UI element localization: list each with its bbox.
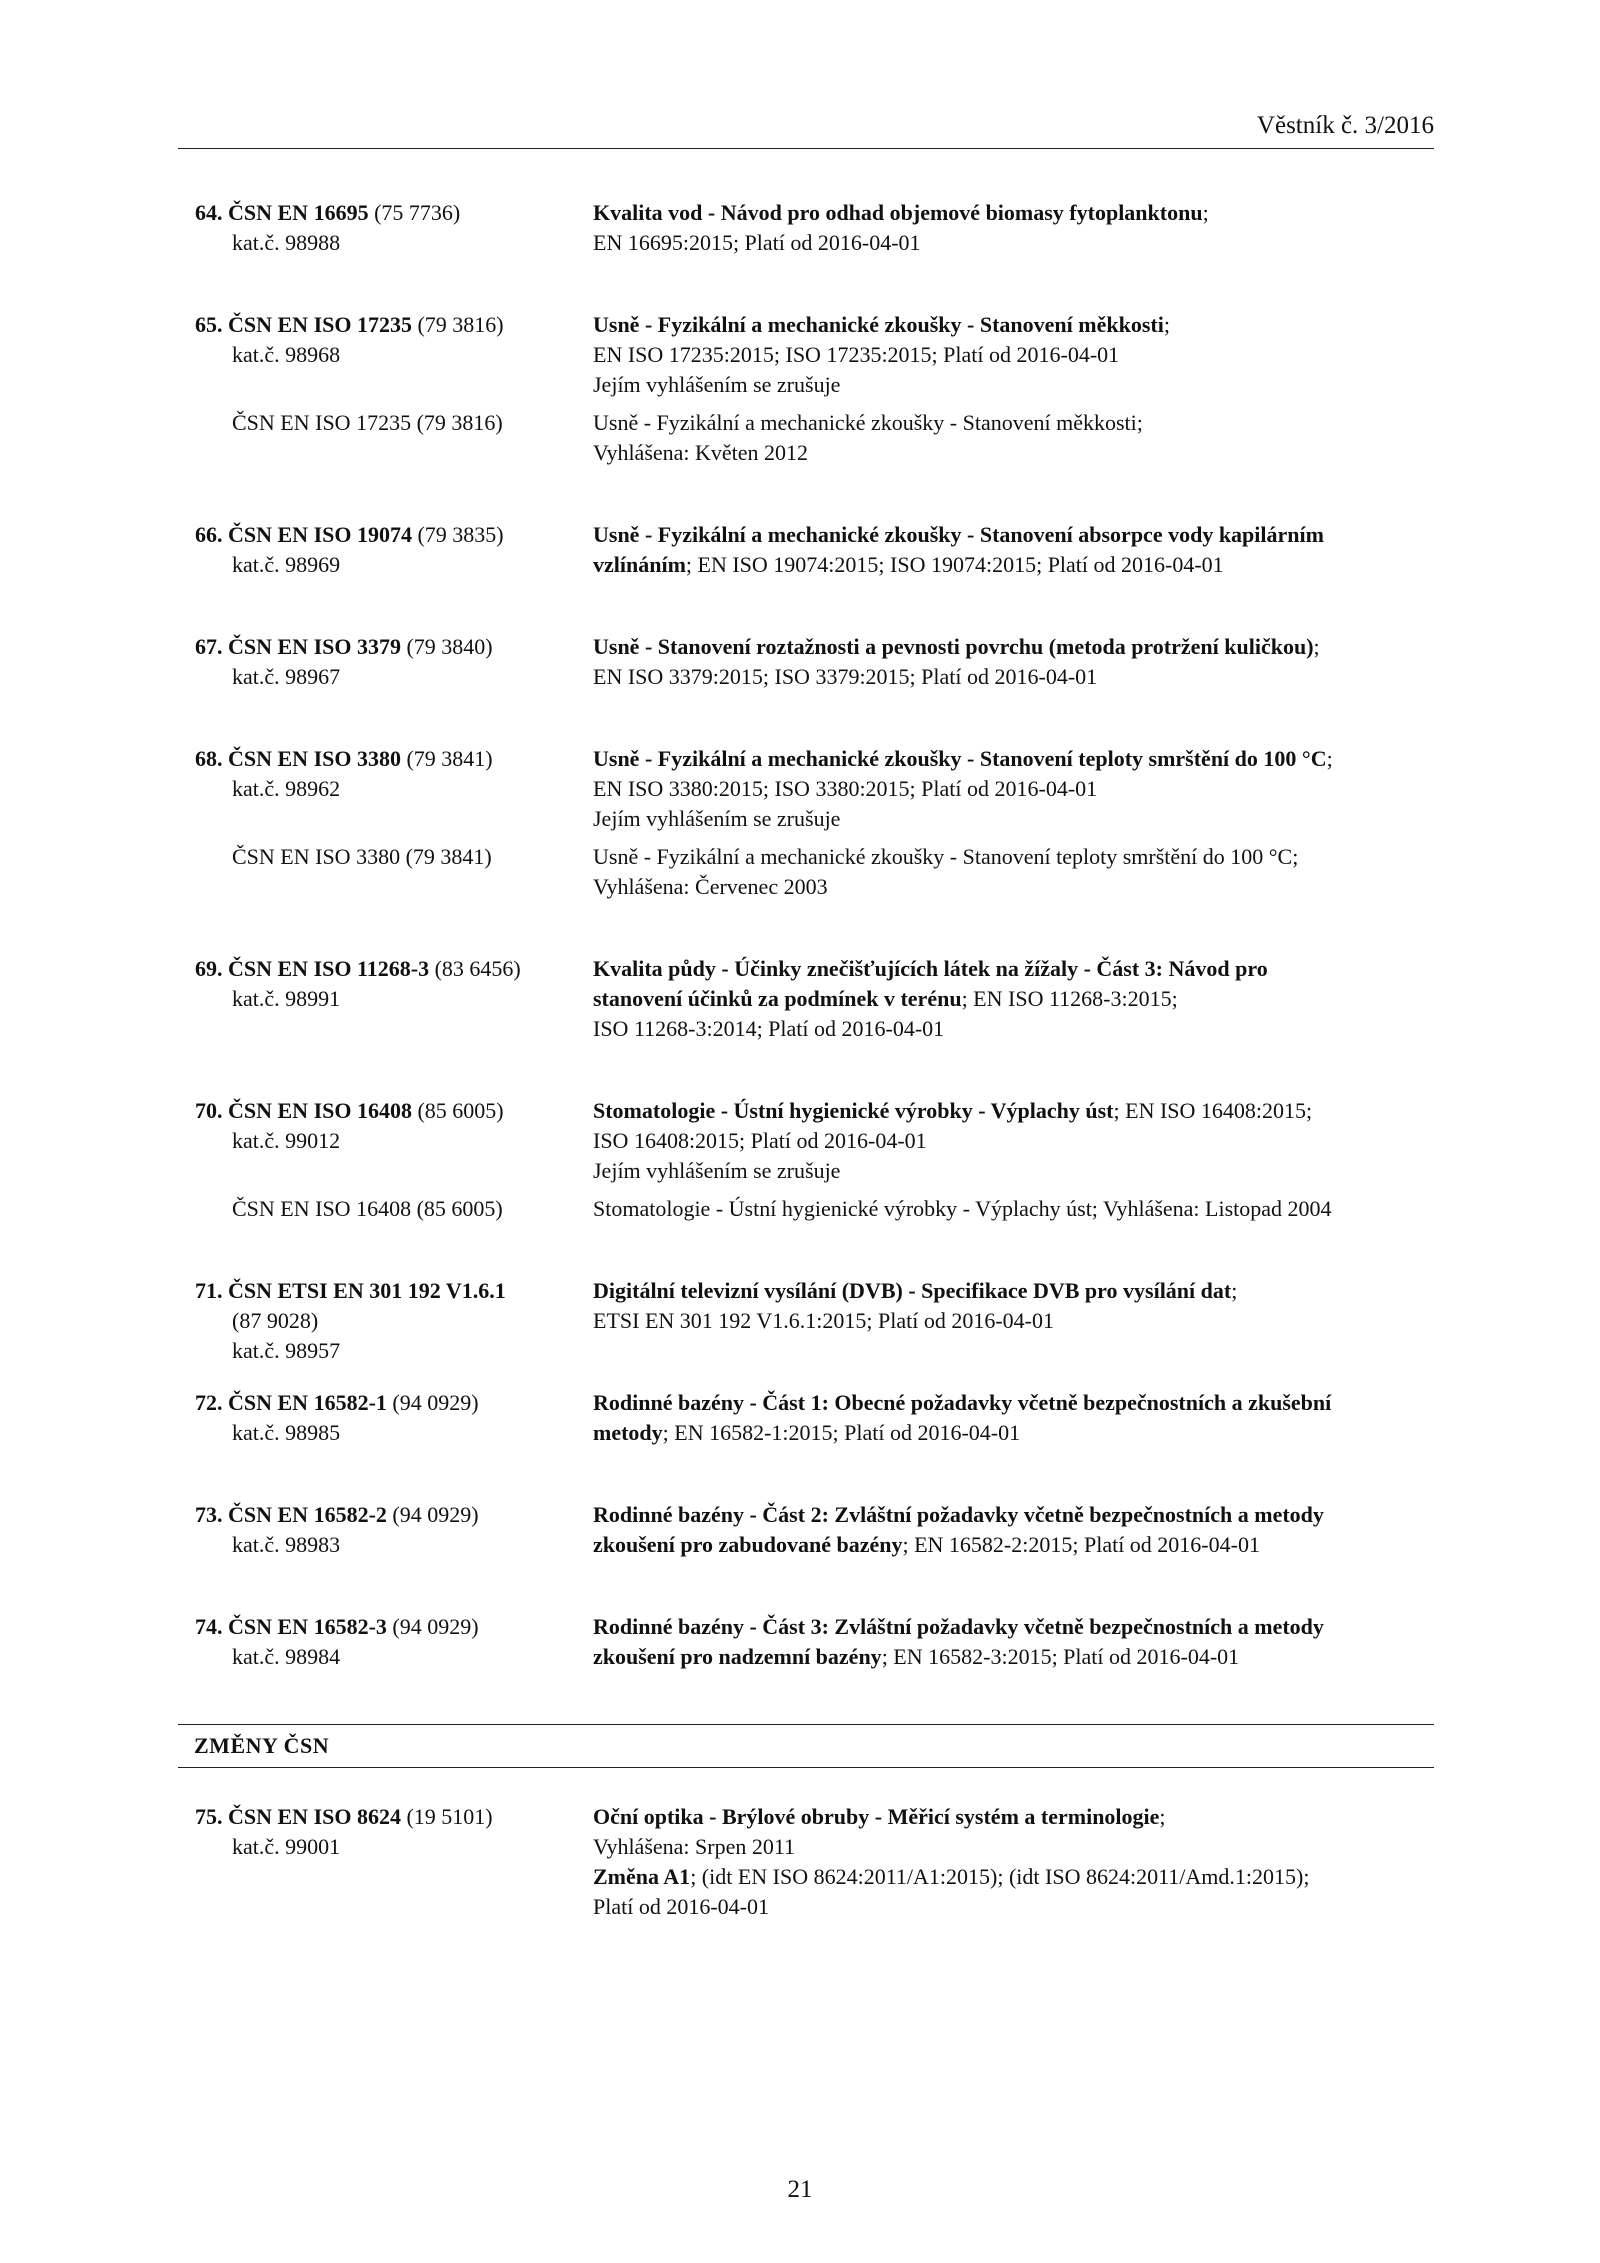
entry-number: 65. <box>195 312 223 337</box>
entry-catalog-number: kat.č. 99012 <box>232 1128 341 1153</box>
replaced-identifier <box>195 1194 575 1224</box>
entry-detail-line: EN 16695:2015; Platí od 2016-04-01 <box>593 230 921 255</box>
entry-title-suffix: ; <box>1326 746 1333 771</box>
entry-title: Usně - Fyzikální a mechanické zkoušky - Stanovení měkkosti <box>593 312 1164 337</box>
entry-catalog-number: kat.č. 98991 <box>232 986 341 1011</box>
entry-catalog-number: kat.č. 98967 <box>232 664 341 689</box>
entry-number: 72. <box>195 1390 223 1415</box>
entry-title-line <box>593 1612 1433 1642</box>
entry-identifier <box>195 954 575 1014</box>
entry-code-line <box>195 310 575 340</box>
entry-identifier <box>195 1802 575 1862</box>
entry-code-line <box>195 744 575 774</box>
replaced-description <box>593 842 1433 902</box>
entry-detail-line: ETSI EN 301 192 V1.6.1:2015; Platí od 2016-04-01 <box>593 1308 1054 1333</box>
section-title: ZMĚNY ČSN <box>194 1733 330 1758</box>
entry-main-row <box>0 1388 1600 1448</box>
entry-main-row <box>0 198 1600 258</box>
replaced-detail-line: Stomatologie - Ústní hygienické výrobky - Výplachy úst; Vyhlášena: Listopad 2004 <box>593 1196 1332 1221</box>
entry-description <box>593 1802 1433 1922</box>
entry-title-line <box>593 198 1433 228</box>
entry-code-line <box>195 1802 575 1832</box>
entry-valid-line: Platí od 2016-04-01 <box>593 1894 769 1919</box>
entry-code-line <box>195 1500 575 1530</box>
entry-code: ČSN EN ISO 3380 <box>228 746 401 771</box>
replaced-identifier <box>195 408 575 438</box>
entry-title: Digitální televizní vysílání (DVB) - Specifikace DVB pro vysílání dat <box>593 1278 1232 1303</box>
entry-main-row <box>0 310 1600 400</box>
entry-number: 71. <box>195 1278 223 1303</box>
entry-detail-line: Jejím vyhlášením se zrušuje <box>593 1158 841 1183</box>
replaced-standard-row <box>0 1194 1600 1224</box>
entry-title-suffix: ; <box>1313 634 1320 659</box>
entry-identifier <box>195 1388 575 1448</box>
entry-class: (79 3816) <box>417 312 504 337</box>
entry-title: Rodinné bazény - Část 2: Zvláštní požadavky včetně bezpečnostních a metody <box>593 1502 1324 1527</box>
entry-code: ČSN EN ISO 16408 <box>228 1098 412 1123</box>
entry-number: 73. <box>195 1502 223 1527</box>
entry-description <box>593 1612 1433 1672</box>
entry-number: 64. <box>195 200 223 225</box>
entry-identifier <box>195 1096 575 1156</box>
entry-identifier <box>195 1500 575 1560</box>
entry-catalog-number: kat.č. 98957 <box>232 1338 341 1363</box>
entry-title-line <box>593 1530 1433 1560</box>
standard-entry <box>0 1388 1600 1448</box>
entry-detail-line: ISO 11268-3:2014; Platí od 2016-04-01 <box>593 1016 945 1041</box>
changes-section <box>0 1724 1600 1768</box>
standards-list <box>0 198 1600 1974</box>
entry-title-line <box>593 744 1433 774</box>
entry-class: (85 6005) <box>417 1098 504 1123</box>
entry-main-row <box>0 954 1600 1044</box>
replaced-code: ČSN EN ISO 17235 (79 3816) <box>232 410 503 435</box>
entry-title-suffix: ; <box>1163 312 1170 337</box>
entry-main-row <box>0 520 1600 580</box>
entry-detail-line: EN ISO 3380:2015; ISO 3380:2015; Platí od 2016-04-01 <box>593 776 1098 801</box>
entry-catalog-number: kat.č. 98988 <box>232 230 341 255</box>
standard-entry <box>0 520 1600 580</box>
entry-detail-line: Jejím vyhlášením se zrušuje <box>593 372 841 397</box>
entry-class: (87 9028) <box>232 1308 319 1333</box>
entry-main-row <box>0 1276 1600 1363</box>
entry-code: ČSN EN 16582-2 <box>228 1502 387 1527</box>
entry-code-line <box>195 1388 575 1418</box>
entry-description <box>593 520 1433 580</box>
standard-entry <box>0 1612 1600 1672</box>
entry-title-line <box>593 310 1433 340</box>
change-entry <box>0 1802 1600 1922</box>
entry-catalog-number: kat.č. 98969 <box>232 552 341 577</box>
entry-title-line <box>593 550 1433 580</box>
entry-description <box>593 632 1433 692</box>
entry-catalog-number: kat.č. 98968 <box>232 342 341 367</box>
standard-entry <box>0 310 1600 468</box>
entry-number: 75. <box>195 1804 223 1829</box>
entry-title-continued: metody <box>593 1420 663 1445</box>
entry-detail-line: EN ISO 17235:2015; ISO 17235:2015; Platí od 2016-04-01 <box>593 342 1120 367</box>
amendment-label: Změna A1 <box>593 1864 691 1889</box>
entry-detail-line: EN ISO 3379:2015; ISO 3379:2015; Platí od 2016-04-01 <box>593 664 1098 689</box>
entry-title-line <box>593 1276 1433 1306</box>
entry-detail-line: ISO 16408:2015; Platí od 2016-04-01 <box>593 1128 927 1153</box>
entry-code-line <box>195 1096 575 1126</box>
entry-title: Kvalita vod - Návod pro odhad objemové biomasy fytoplanktonu <box>593 200 1203 225</box>
entry-code: ČSN EN ISO 17235 <box>228 312 412 337</box>
entry-title-continued: zkoušení pro zabudované bazény <box>593 1532 903 1557</box>
entry-amendment-line <box>593 1862 1433 1892</box>
entry-class: (75 7736) <box>374 200 461 225</box>
entry-code: ČSN EN 16695 <box>228 200 369 225</box>
replaced-code: ČSN EN ISO 16408 (85 6005) <box>232 1196 503 1221</box>
entry-number: 67. <box>195 634 223 659</box>
replaced-standard-row <box>0 842 1600 902</box>
entry-number: 69. <box>195 956 223 981</box>
entry-title-suffix: ; EN ISO 19074:2015; ISO 19074:2015; Platí od 2016-04-01 <box>685 552 1224 577</box>
standard-entry <box>0 1096 1600 1224</box>
entry-title-continued: stanovení účinků za podmínek v terénu <box>593 986 962 1011</box>
standard-entry <box>0 1276 1600 1363</box>
entry-class: (79 3840) <box>406 634 493 659</box>
entry-title: Rodinné bazény - Část 3: Zvláštní požadavky včetně bezpečnostních a metody <box>593 1614 1324 1639</box>
entry-title-line <box>593 1642 1433 1672</box>
entry-identifier <box>195 632 575 692</box>
entry-class: (79 3835) <box>417 522 504 547</box>
entry-title-line <box>593 520 1433 550</box>
entry-detail-line: Jejím vyhlášením se zrušuje <box>593 806 841 831</box>
entry-title-suffix: ; EN 16582-3:2015; Platí od 2016-04-01 <box>881 1644 1240 1669</box>
entry-code-line <box>195 954 575 984</box>
replaced-detail-line: Usně - Fyzikální a mechanické zkoušky - Stanovení měkkosti; <box>593 410 1143 435</box>
entry-identifier <box>195 1612 575 1672</box>
entry-title-suffix: ; <box>1231 1278 1238 1303</box>
entry-catalog-number: kat.č. 99001 <box>232 1834 341 1859</box>
entry-title-suffix: ; EN 16582-2:2015; Platí od 2016-04-01 <box>902 1532 1260 1557</box>
replaced-code: ČSN EN ISO 3380 (79 3841) <box>232 844 492 869</box>
entry-title-suffix: ; <box>1159 1804 1166 1829</box>
entry-main-row <box>0 1802 1600 1922</box>
entry-catalog-number: kat.č. 98984 <box>232 1644 341 1669</box>
section-header <box>178 1724 1434 1768</box>
entry-title-line <box>593 1802 1433 1832</box>
entry-title: Usně - Fyzikální a mechanické zkoušky - Stanovení absorpce vody kapilárním <box>593 522 1324 547</box>
standard-entry <box>0 1500 1600 1560</box>
entry-description <box>593 1500 1433 1560</box>
entry-code: ČSN EN 16582-1 <box>228 1390 387 1415</box>
entry-description <box>593 198 1433 258</box>
entry-title-continued: vzlínáním <box>593 552 686 577</box>
entry-code: ČSN ETSI EN 301 192 V1.6.1 <box>228 1278 506 1303</box>
entry-class: (19 5101) <box>406 1804 493 1829</box>
entry-number: 70. <box>195 1098 223 1123</box>
entry-description <box>593 310 1433 400</box>
standard-entry <box>0 632 1600 692</box>
entry-code-line <box>195 198 575 228</box>
entry-title-suffix: ; EN 16582-1:2015; Platí od 2016-04-01 <box>662 1420 1021 1445</box>
entry-title: Stomatologie - Ústní hygienické výrobky - Výplachy úst <box>593 1098 1114 1123</box>
replaced-detail-line: Vyhlášena: Květen 2012 <box>593 440 809 465</box>
standard-entry <box>0 744 1600 902</box>
entry-code-line <box>195 632 575 662</box>
entry-number: 68. <box>195 746 223 771</box>
entry-title: Kvalita půdy - Účinky znečišťujících látek na žížaly - Část 3: Návod pro <box>593 956 1268 981</box>
replaced-standard-row <box>0 408 1600 468</box>
entry-title-line <box>593 1388 1433 1418</box>
entry-number: 66. <box>195 522 223 547</box>
page-number: 21 <box>787 2176 813 2203</box>
entry-code: ČSN EN ISO 8624 <box>228 1804 401 1829</box>
entry-catalog-number: kat.č. 98985 <box>232 1420 341 1445</box>
entry-code-line <box>195 1612 575 1642</box>
standard-entry <box>0 954 1600 1044</box>
replaced-detail-line: Usně - Fyzikální a mechanické zkoušky - Stanovení teploty smrštění do 100 °C; <box>593 844 1299 869</box>
entry-main-row <box>0 744 1600 834</box>
entry-title: Oční optika - Brýlové obruby - Měřicí systém a terminologie <box>593 1804 1160 1829</box>
entry-identifier <box>195 1276 575 1366</box>
entry-title: Rodinné bazény - Část 1: Obecné požadavky včetně bezpečnostních a zkušební <box>593 1390 1332 1415</box>
replaced-detail-line: Vyhlášena: Červenec 2003 <box>593 874 828 899</box>
entry-class: (94 0929) <box>392 1614 479 1639</box>
entry-title-suffix: ; EN ISO 11268-3:2015; <box>961 986 1178 1011</box>
entry-class: (83 6456) <box>434 956 521 981</box>
entry-code-line <box>195 520 575 550</box>
entry-title: Usně - Fyzikální a mechanické zkoušky - Stanovení teploty smrštění do 100 °C <box>593 746 1327 771</box>
entry-title-line <box>593 984 1433 1014</box>
entry-title-line <box>593 1500 1433 1530</box>
entry-main-row <box>0 1500 1600 1560</box>
entry-title-line <box>593 1096 1433 1126</box>
entry-code: ČSN EN ISO 3379 <box>228 634 401 659</box>
entry-catalog-number: kat.č. 98983 <box>232 1532 341 1557</box>
entry-description <box>593 744 1433 834</box>
entry-class: (94 0929) <box>392 1390 479 1415</box>
entry-main-row <box>0 632 1600 692</box>
replaced-identifier <box>195 842 575 872</box>
entry-description <box>593 1388 1433 1448</box>
replaced-description <box>593 408 1433 468</box>
entry-identifier <box>195 310 575 370</box>
amendment-detail: ; (idt EN ISO 8624:2011/A1:2015); (idt ISO 8624:2011/Amd.1:2015); <box>690 1864 1310 1889</box>
entry-title-line <box>593 1418 1433 1448</box>
entry-title-continued: zkoušení pro nadzemní bazény <box>593 1644 882 1669</box>
entry-identifier <box>195 744 575 804</box>
entry-main-row <box>0 1612 1600 1672</box>
entry-description <box>593 954 1433 1044</box>
entry-description <box>593 1096 1433 1186</box>
entry-announced-line: Vyhlášena: Srpen 2011 <box>593 1834 796 1859</box>
entry-title-line <box>593 632 1433 662</box>
entry-main-row <box>0 1096 1600 1186</box>
entry-title: Usně - Stanovení roztažnosti a pevnosti povrchu (metoda protržení kuličkou) <box>593 634 1314 659</box>
entry-title-suffix: ; EN ISO 16408:2015; <box>1113 1098 1313 1123</box>
entry-catalog-number: kat.č. 98962 <box>232 776 341 801</box>
entry-title-line <box>593 954 1433 984</box>
replaced-description <box>593 1194 1433 1224</box>
bulletin-title: Věstník č. 3/2016 <box>1256 112 1434 139</box>
page-header <box>178 110 1434 149</box>
entry-code: ČSN EN ISO 19074 <box>228 522 412 547</box>
entry-class: (94 0929) <box>392 1502 479 1527</box>
entry-code: ČSN EN 16582-3 <box>228 1614 387 1639</box>
entry-code: ČSN EN ISO 11268-3 <box>228 956 430 981</box>
entry-description <box>593 1276 1433 1336</box>
entry-code-line <box>195 1276 575 1306</box>
entry-identifier <box>195 520 575 580</box>
standard-entry <box>0 198 1600 258</box>
entry-title-suffix: ; <box>1202 200 1209 225</box>
entry-class: (79 3841) <box>406 746 493 771</box>
entry-identifier <box>195 198 575 258</box>
entry-number: 74. <box>195 1614 223 1639</box>
